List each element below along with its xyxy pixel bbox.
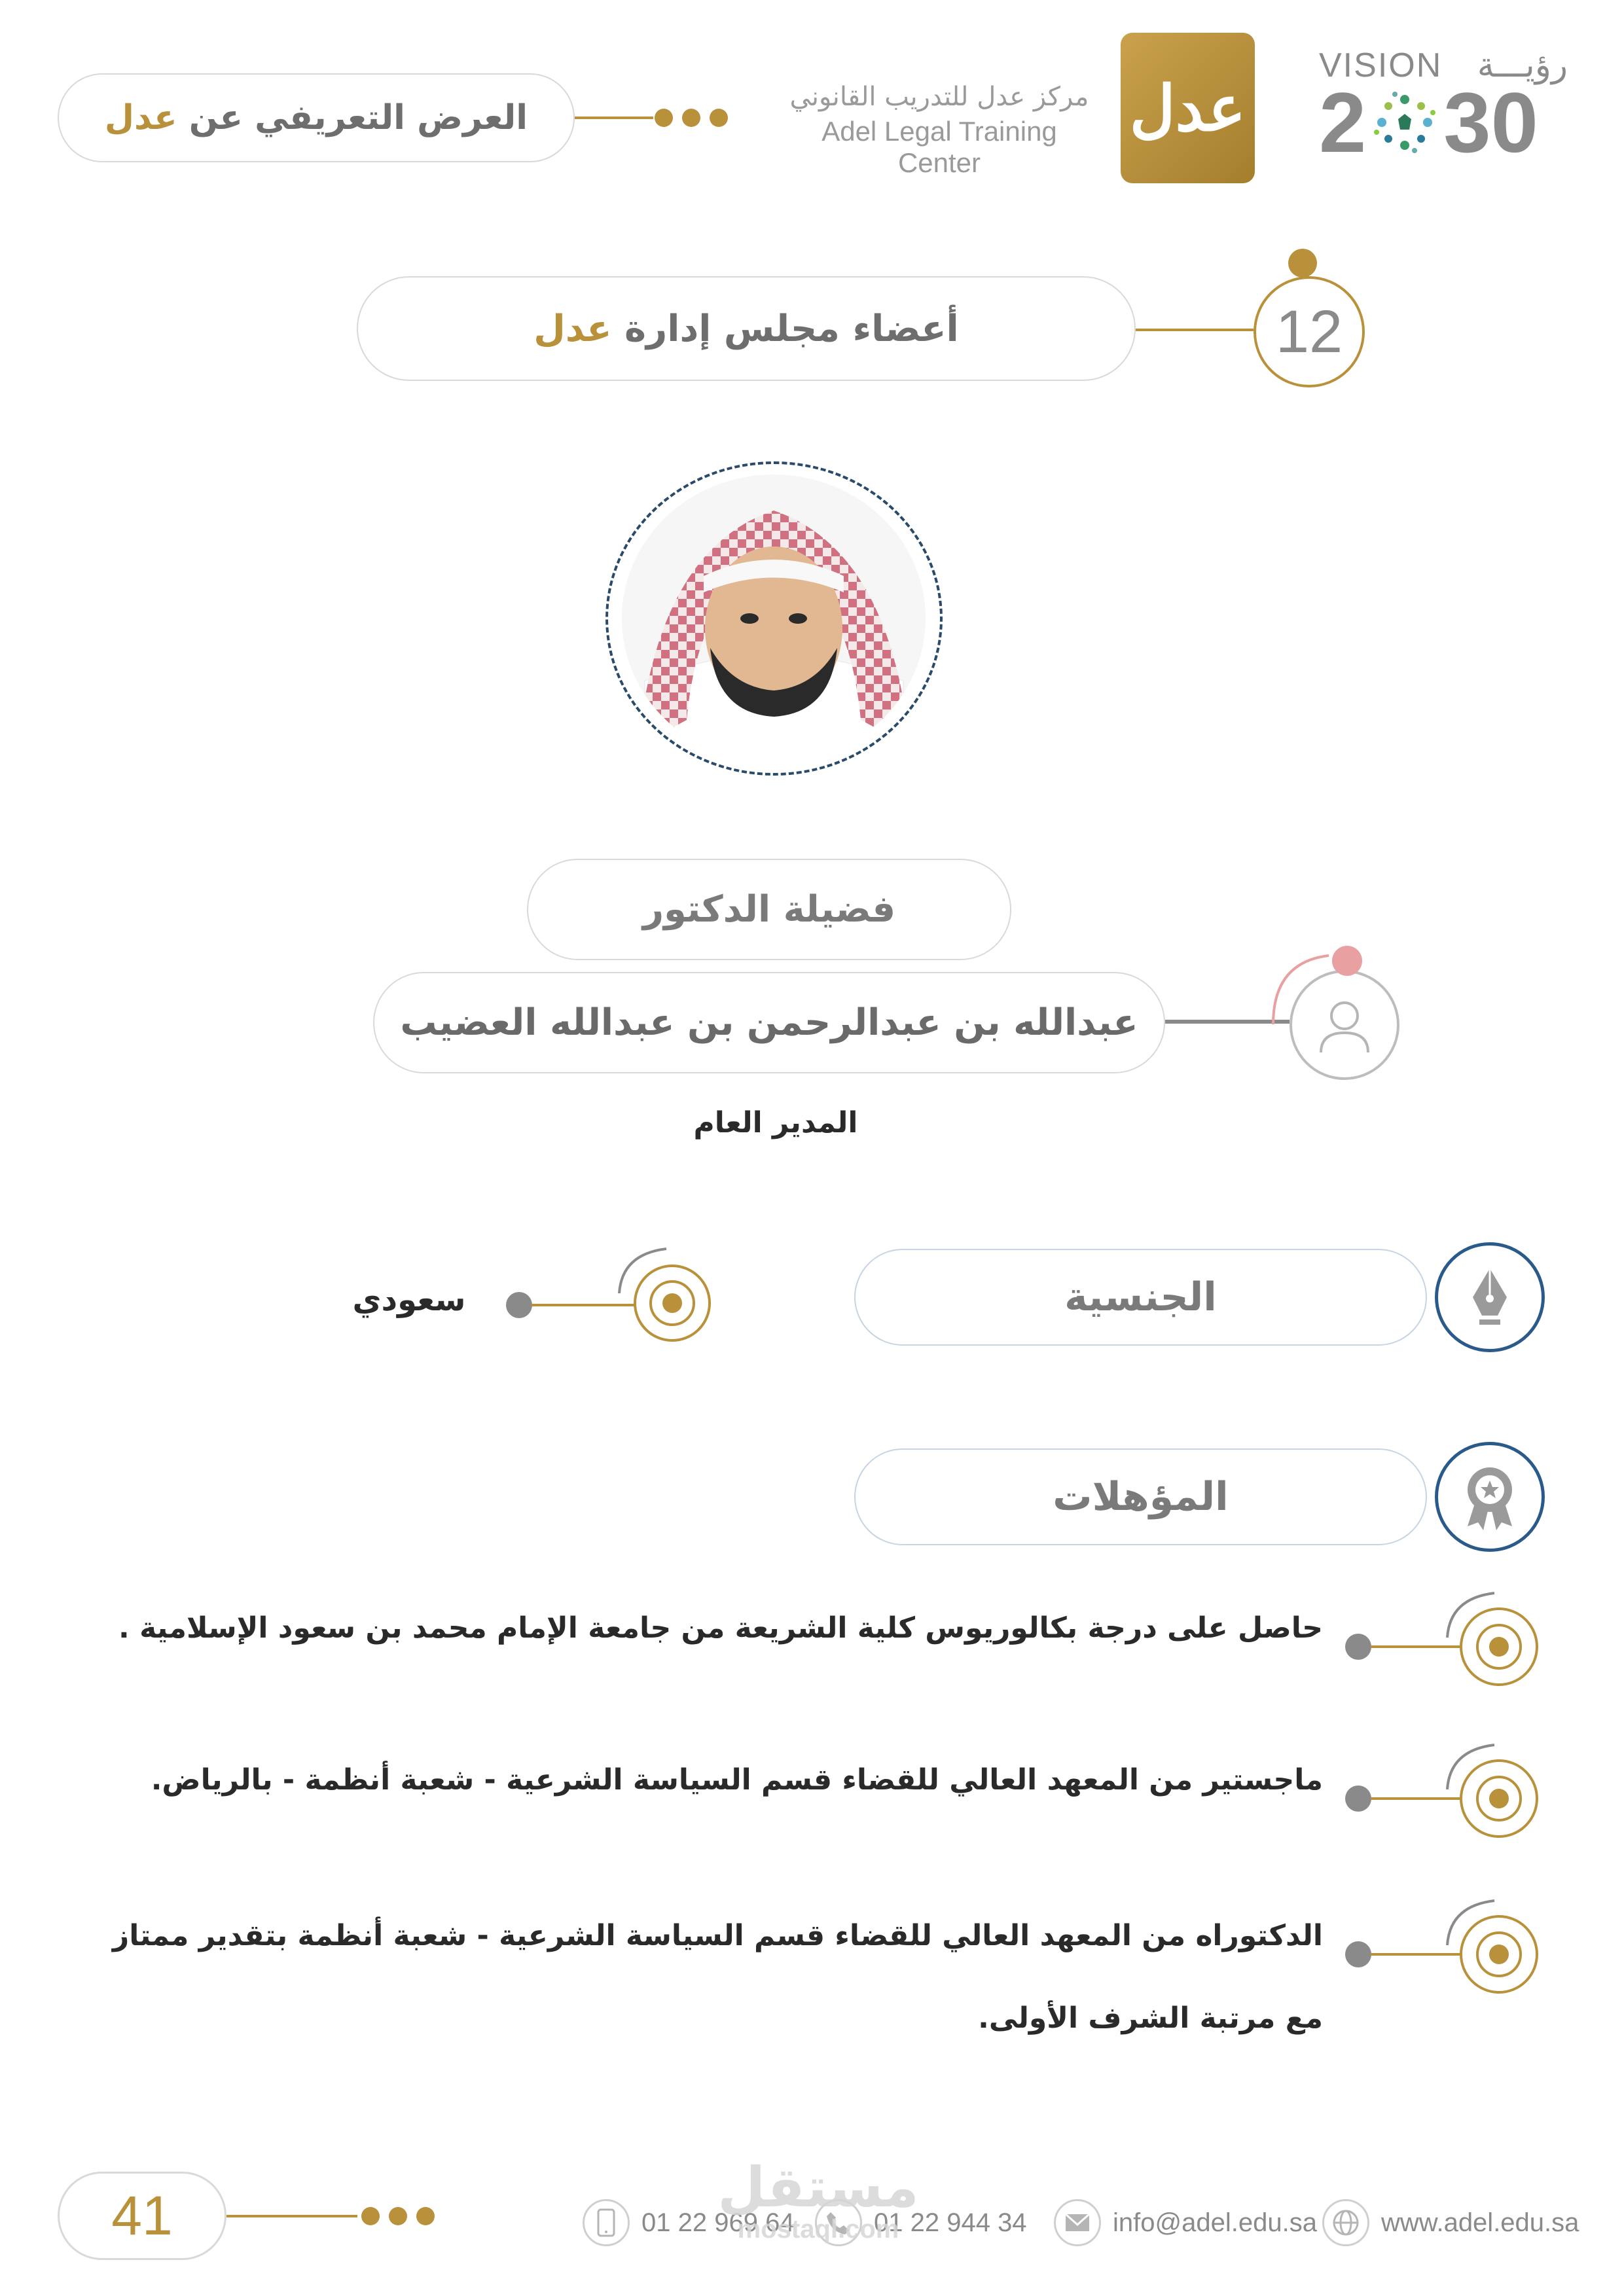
qualifications-label-pill [854,1448,1427,1545]
center-name [785,82,1093,179]
qualification-item-2 [0,1749,1624,1847]
center-name-ar: مركز عدل للتدريب القانوني [789,82,1089,112]
qualification-line-3 [1371,1953,1462,1956]
watermark [707,2155,929,2244]
vision-year-30: 30 [1443,75,1538,170]
qualification-dot-2 [1345,1785,1371,1812]
qualification-text-3: الدكتوراه من المعهد العالي للقضاء قسم السياسة الشرعية - شعبة أنظمة بتقدير ممتاز [112,1919,1323,1952]
intro-brand: عدل [104,98,177,137]
pen-nib-icon [1464,1265,1516,1330]
nationality-bullet-dot [506,1292,532,1318]
member-portrait [619,471,929,766]
intro-prefix: العرض التعريفي عن [189,98,528,137]
qualification-item-3 [0,1905,1624,2088]
page-number-badge [58,2172,226,2260]
adel-logo-text: عدل [1129,71,1246,145]
qualification-arc-2 [1443,1740,1509,1792]
nationality-icon-ring [1435,1242,1545,1352]
qualifications-label: المؤهلات [1053,1474,1229,1520]
qualification-line-2 [1371,1797,1462,1800]
vision-ar: رؤيـــة [1477,46,1568,85]
intro-connector [575,117,653,119]
footer-dot-1 [361,2207,380,2225]
member-name-pill [373,972,1165,1073]
phone-2-text: 01 22 944 34 [874,2208,1027,2237]
qualifications-icon-ring [1435,1442,1545,1552]
qualification-text-3-continuation: مع مرتبة الشرف الأولى. [978,2001,1323,2035]
member-honorific: فضيلة الدكتور [642,888,896,931]
qualification-arc-1 [1443,1588,1509,1640]
vision-year-2: 2 [1319,75,1367,170]
vision-2030-logo [1319,46,1568,170]
nationality-target-arc [615,1244,681,1296]
mobile-icon [583,2199,630,2246]
qualification-dot-1 [1345,1634,1371,1660]
nationality-label: الجنسية [1064,1274,1217,1320]
center-name-en: Adel Legal Training Center [821,116,1057,178]
qualification-line-1 [1371,1645,1462,1648]
nationality-label-pill [854,1249,1427,1346]
adel-logo [1121,33,1255,183]
intro-dot-3 [710,109,728,127]
intro-dot-2 [682,109,700,127]
section-number-dot [1288,249,1317,278]
intro-pill [58,73,575,162]
footer-email [1054,2199,1317,2246]
vision-emblem-icon [1369,86,1441,158]
nationality-target-dot [662,1293,682,1313]
section-title-brand: عدل [533,307,612,350]
section-title-prefix: أعضاء مجلس إدارة [624,307,959,350]
section-number: 12 [1275,298,1343,365]
section-number-ring [1254,276,1365,387]
qualification-item-1 [0,1597,1624,1695]
email-text[interactable]: info@adel.edu.sa [1113,2208,1317,2237]
award-icon [1457,1461,1523,1533]
email-icon [1054,2199,1101,2246]
intro-dot-1 [655,109,673,127]
footer-website [1322,2199,1579,2246]
qualification-text-2: ماجستير من المعهد العالي للقضاء قسم السياسة الشرعية - شعبة أنظمة - بالرياض. [151,1763,1323,1797]
member-position: المدير العام [693,1106,858,1139]
qualification-arc-3 [1443,1895,1509,1948]
footer-dot-3 [416,2207,435,2225]
honorific-pill [527,859,1011,960]
website-text[interactable]: www.adel.edu.sa [1381,2208,1579,2237]
globe-icon [1322,2199,1369,2246]
qualification-text-1: حاصل على درجة بكالوريوس كلية الشريعة من جامعة الإمام محمد بن سعود الإسلامية . [118,1611,1323,1645]
section-connector [1136,329,1254,331]
user-accent-dot [1332,946,1362,976]
footer-dot-2 [389,2207,407,2225]
nationality-value: سعودي [352,1282,466,1318]
nationality-bullet-line [532,1304,636,1306]
member-name: عبدالله بن عبدالرحمن بن عبدالله العضيب [400,1001,1138,1044]
footer-connector [226,2215,357,2217]
section-title-pill [357,276,1136,381]
watermark-ar: مستقل [717,2155,919,2219]
page-number: 41 [111,2185,173,2246]
watermark-en: mostaql.com [737,2215,899,2244]
vision-en: VISION [1319,46,1443,84]
qualification-dot-3 [1345,1941,1371,1967]
phone-1-text: 01 22 969 64 [641,2208,795,2237]
